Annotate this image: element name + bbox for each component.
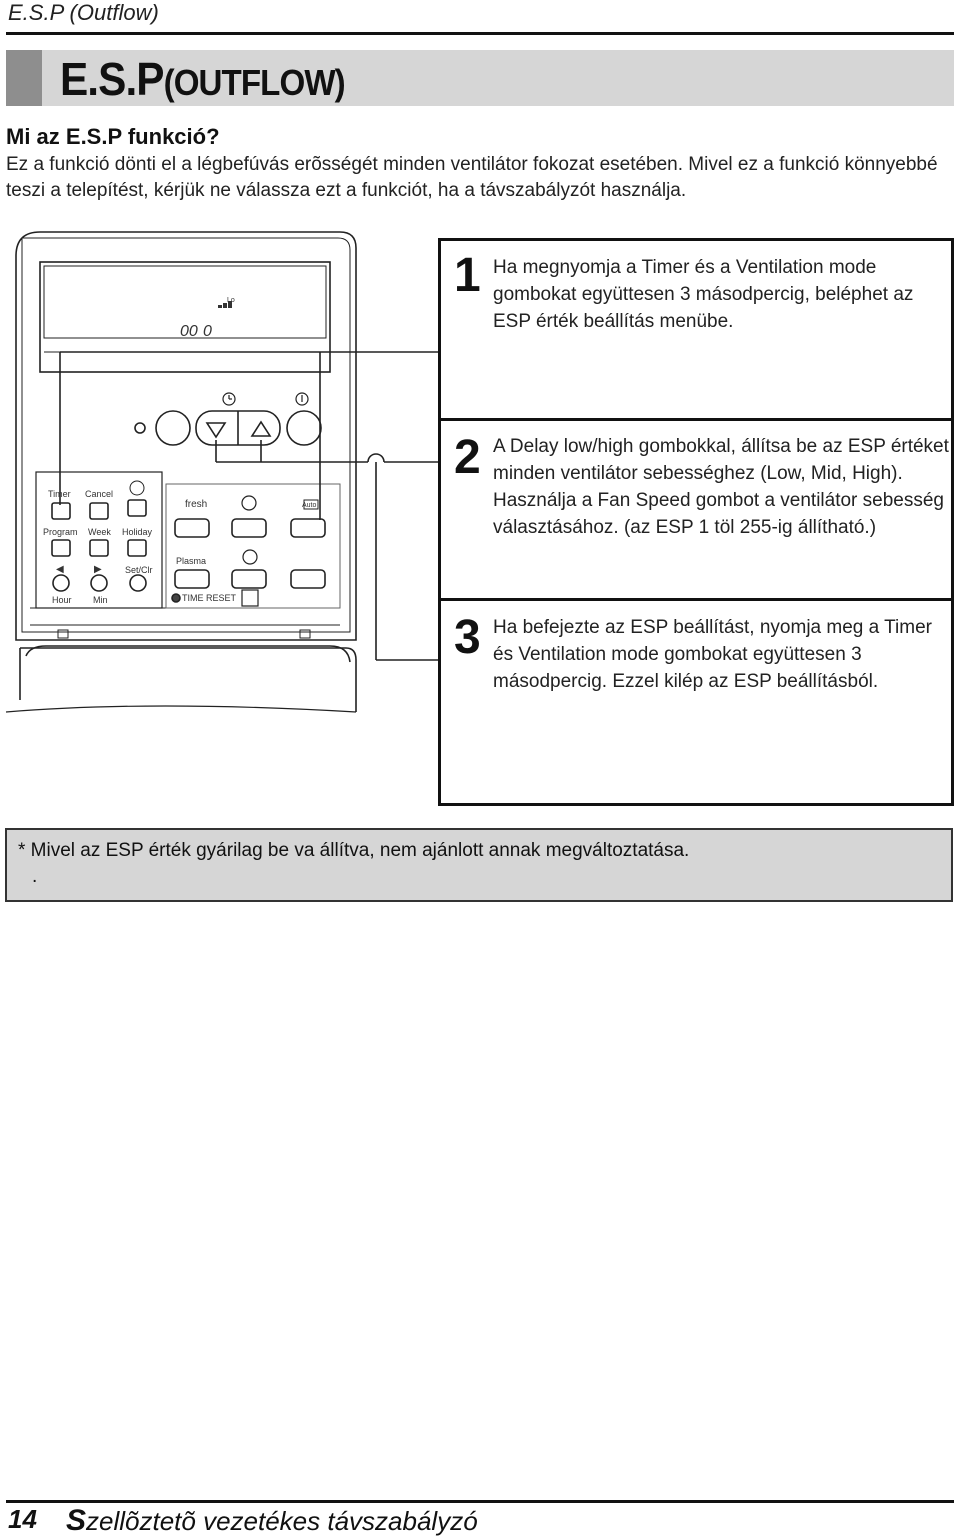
note-line-2: . [32, 866, 38, 887]
footer-title-rest: zellõztetõ vezetékes távszabályzó [86, 1506, 478, 1536]
svg-text:Auto: Auto [302, 502, 317, 509]
svg-text:Min: Min [93, 595, 108, 605]
onoff-round-button [287, 411, 321, 445]
footer-title-cap: S [66, 1504, 87, 1537]
hour-button [53, 575, 69, 591]
svg-text:Program: Program [43, 527, 78, 537]
step-text-3: Ha befejezte az ESP beállítást, nyomja meg a Timer és Ventilation mode gombokat együttesen 3 másodpercig. Ezzel kilép az ESP beállításból. [493, 617, 932, 692]
step-text-1: Ha megnyomja a Timer és a Ventilation mode gombokat együttesen 3 másodpercig, beléphet az ESP érték beállítás menübe. [493, 257, 914, 332]
footer-rule [6, 1500, 954, 1503]
display-window [40, 262, 330, 372]
note-text [18, 838, 689, 890]
banner-accent-block [6, 50, 42, 106]
title-main: E.S.P [60, 53, 164, 105]
fan-speed-button [232, 519, 266, 537]
program-button [52, 540, 70, 556]
remote-door [20, 648, 356, 712]
remote-controller-illustration [0, 225, 440, 725]
header-rule [6, 32, 954, 35]
svg-text:Cancel: Cancel [85, 489, 114, 499]
note-line-1: * Mivel az ESP érték gyárilag be va állítva, nem ajánlott annak megváltoztatása. [18, 840, 690, 861]
week-button [90, 540, 108, 556]
svg-text:▶: ▶ [94, 564, 102, 575]
holiday-button [128, 540, 146, 556]
intro-paragraph: Ez a funkció dönti el a légbefúvás erõsségét minden ventilátor fokozat esetében. Mivel ez a funkció könnyebbé teszi a telepítést, kérjük ne válassza ezt a funkciót, ha a távszabályzót használja. [6, 154, 938, 201]
page-title [60, 52, 345, 106]
step-number-2: 2 [454, 431, 481, 484]
section-question: Mi az E.S.P funkció? [6, 124, 220, 149]
page-number: 14 [8, 1504, 37, 1534]
ventilation-small-button [128, 500, 146, 516]
display-lo-label: Lo [227, 297, 235, 304]
svg-text:◀: ◀ [56, 564, 64, 575]
cancel-button [90, 503, 108, 519]
running-header: E.S.P (Outflow) [8, 0, 159, 25]
display-digits: 00 [180, 323, 198, 340]
title-sub: (OUTFLOW) [163, 62, 345, 103]
setclr-button [130, 575, 146, 591]
ventilation-mode-button [291, 519, 325, 537]
svg-text:Plasma: Plasma [176, 556, 207, 566]
step-text-2: A Delay low/high gombokkal, állítsa be az ESP értéket minden ventilátor sebességhez (Low, Mid, High). Használja a Fan Speed gombot a ventilátor sebesség választásához. (az ESP 1 töl 255-ig állítható.) [493, 436, 949, 538]
plasma-button [175, 570, 209, 588]
svg-text:Hour: Hour [52, 595, 72, 605]
step-number-3: 3 [454, 611, 481, 664]
svg-text:fresh: fresh [185, 499, 208, 510]
svg-text:Week: Week [88, 527, 111, 537]
min-button [91, 575, 107, 591]
fresh-button [175, 519, 209, 537]
svg-text:Timer: Timer [48, 489, 71, 499]
svg-text:Holiday: Holiday [122, 527, 153, 537]
power-round-button [156, 411, 190, 445]
steps-divider-1 [438, 418, 954, 421]
timer-button [52, 503, 70, 519]
heater-button [232, 570, 266, 588]
steps-divider-2 [438, 598, 954, 601]
filter-button [291, 570, 325, 588]
svg-text:0: 0 [203, 323, 212, 340]
svg-text:Set/Clr: Set/Clr [125, 565, 153, 575]
svg-text:TIME RESET: TIME RESET [182, 593, 237, 603]
step-number-1: 1 [454, 249, 481, 302]
